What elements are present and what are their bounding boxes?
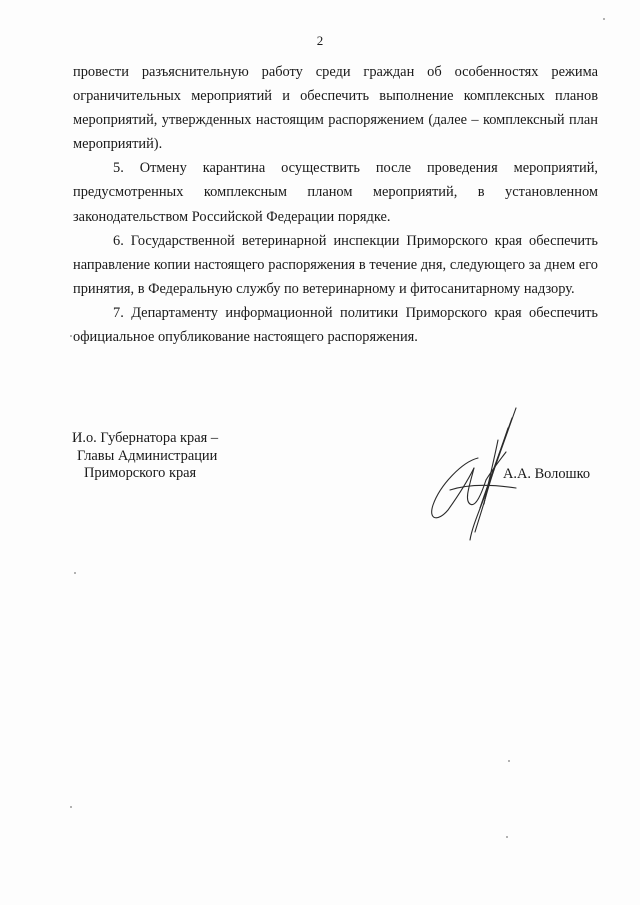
document-body <box>73 60 598 349</box>
paragraph-item-5: 5. Отмену карантина осуществить после проведения мероприятий, предусмотренных комплексным планом мероприятий, в установленном законодательством Российской Федерации порядке. <box>73 160 598 225</box>
scan-artifact <box>508 760 510 762</box>
scan-artifact <box>74 572 76 574</box>
signatory-title-line-1: И.о. Губернатора края – <box>72 430 219 446</box>
paragraph-continuation: провести разъяснительную работу среди граждан об особенностях режима ограничительных мероприятий и обеспечить выполнение комплексных планов мероприятий, утвержденных настоящим распоряжением (далее – комплексный план мероприятий). <box>73 64 598 153</box>
scan-artifact <box>603 18 605 20</box>
paragraph-item-7: 7. Департаменту информационной политики Приморского края обеспечить официальное опубликование настоящего распоряжения. <box>73 304 598 346</box>
page-number: 2 <box>316 33 324 48</box>
signatory-title <box>72 430 218 483</box>
scan-artifact <box>70 335 72 337</box>
scan-artifact <box>506 836 508 838</box>
signatory-title-line-3: Приморского края <box>84 465 197 481</box>
scan-artifact <box>70 806 72 808</box>
signatory-title-line-2: Главы Администрации <box>77 447 218 464</box>
paragraph-item-6: 6. Государственной ветеринарной инспекции Приморского края обеспечить направление копии настоящего распоряжения в течение дня, следующего за днем его принятия, в Федеральную службу по ветеринарному и фитосанитарному надзору. <box>73 232 598 297</box>
signer-name: А.А. Волошко <box>503 466 591 482</box>
